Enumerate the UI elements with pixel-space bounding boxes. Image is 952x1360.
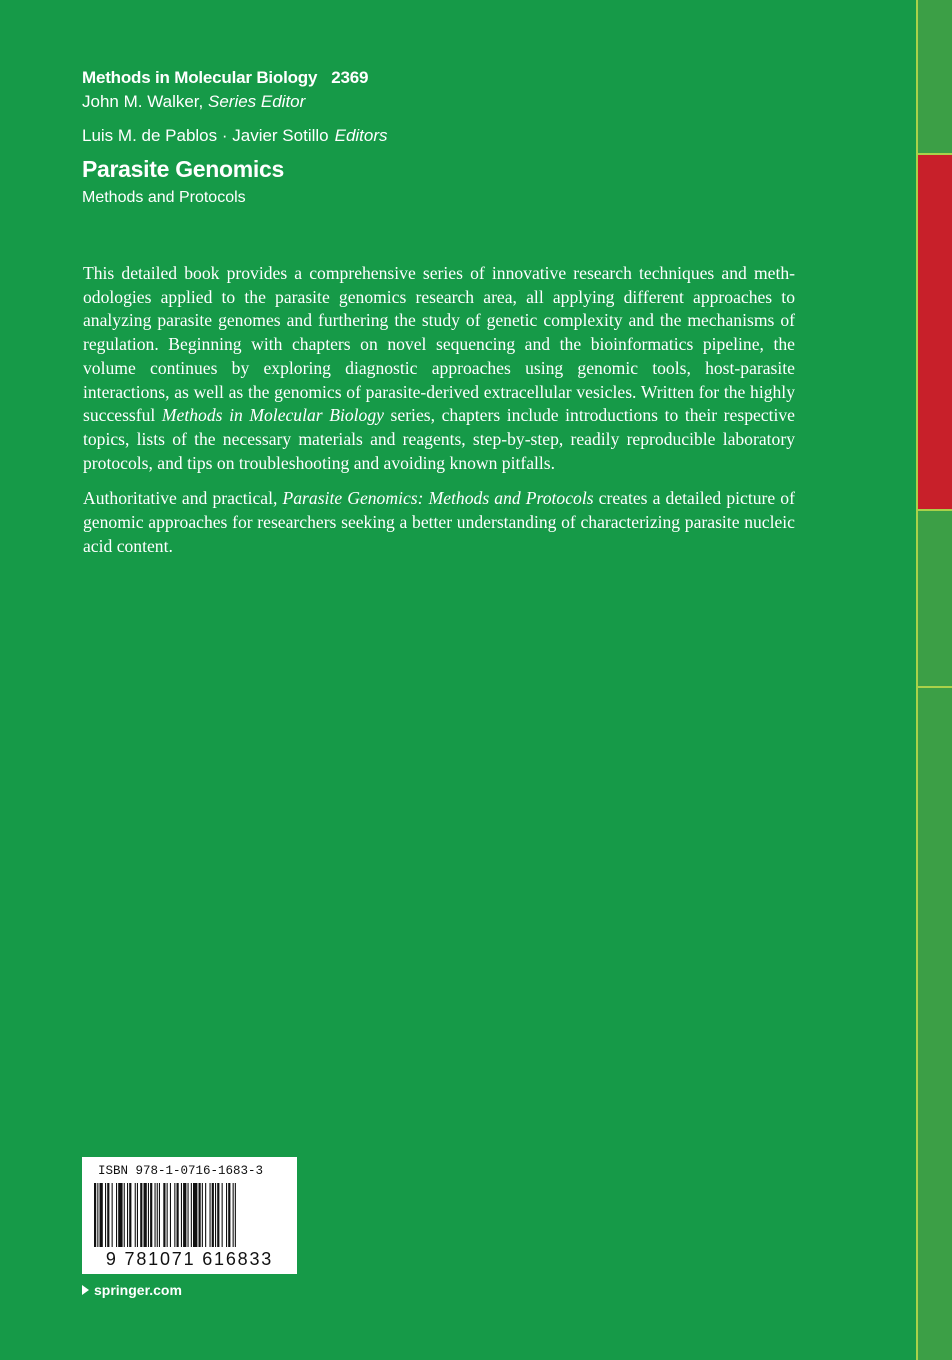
barcode-icon (94, 1183, 286, 1247)
spine-divider (918, 686, 952, 688)
barcode-digits: 9 781071 616833 (105, 1249, 274, 1269)
description-text: Authoritative and practical, (83, 488, 283, 509)
book-title: Parasite Genomics (82, 156, 285, 182)
description-italic: Parasite Genomics: Methods and Protocols (282, 488, 594, 509)
arrow-right-icon (82, 1285, 89, 1295)
series-name: Methods in Molecular Biology (82, 68, 318, 87)
description-text: series, chapters include introductions to their respective topics, lists of the necessary materials and reagents, step-by-step, readily reproducible laboratory protocols, and tips on troubleshooting and avoiding known pitfalls. (83, 405, 795, 473)
publisher-link[interactable] (82, 1282, 182, 1298)
description-paragraph (83, 262, 795, 475)
description-text: creates a detailed picture of genomic approaches for researchers seeking a better understanding of characterizing parasite nucleic acid content. (83, 488, 795, 556)
book-description (83, 262, 795, 570)
spine-divider (918, 153, 952, 155)
book-editors-names: Luis M. de Pablos · Javier Sotillo (82, 126, 329, 145)
book-subtitle: Methods and Protocols (82, 189, 246, 206)
book-editors-role: Editors (334, 126, 388, 145)
publisher-url: springer.com (94, 1282, 182, 1298)
description-text: This detailed book provides a comprehensive series of innovative research techniques and methodologies applied to the parasite genomics research area, all applying different approaches to analyzing parasite genomes and furthering the study of genetic complexity and the mechanisms of regulation. Beginning with chapters on novel sequencing and the bioinformatics pipeline, the volume continues by exploring diagnostic approaches using genomic tools, host-parasite interactions, as well as the genomics of parasite-derived extracellular vesicles. Written for the highly successful (83, 263, 795, 426)
isbn-barcode (82, 1157, 297, 1274)
series-number: 2369 (331, 68, 369, 87)
isbn-label: ISBN 978-1-0716-1683-3 (98, 1164, 264, 1178)
series-editor-name: John M. Walker, (82, 92, 204, 111)
description-italic: Methods in Molecular Biology (161, 405, 384, 426)
series-line (82, 66, 388, 90)
spine-divider (918, 509, 952, 511)
series-editor (82, 90, 388, 114)
series-editor-role: Series Editor (207, 92, 306, 111)
book-editors (82, 124, 388, 148)
description-paragraph (83, 487, 795, 558)
cover-header (82, 66, 388, 209)
spine-red-band (918, 154, 952, 510)
